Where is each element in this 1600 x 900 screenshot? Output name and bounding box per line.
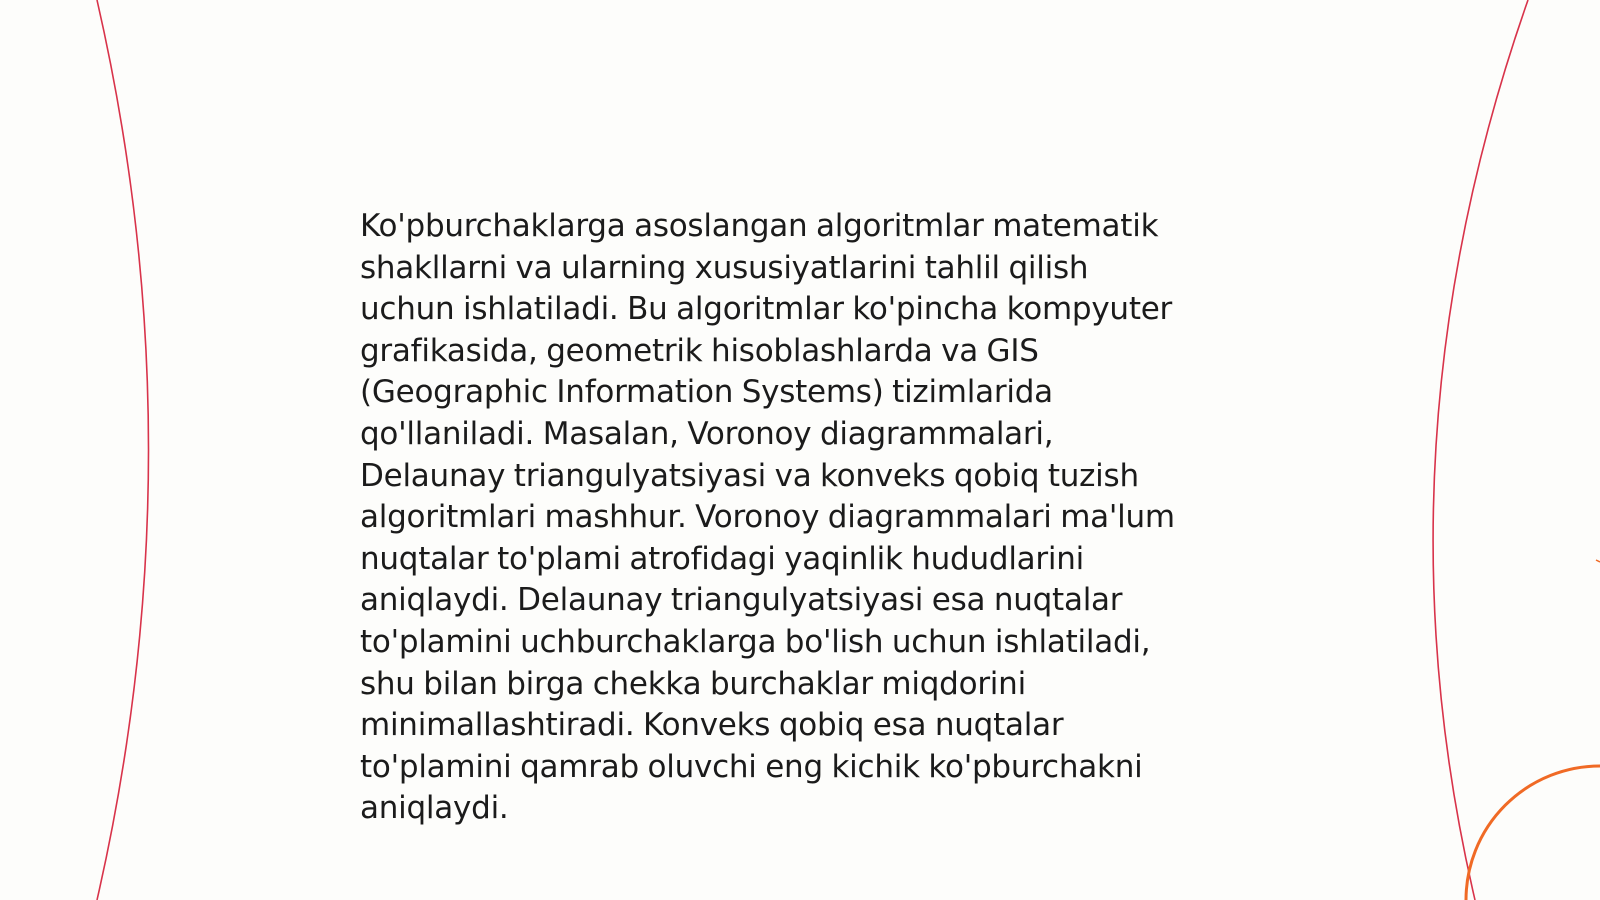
body-line: algoritmlari mashhur. Voronoy diagrammalari ma'lum xyxy=(360,499,1175,536)
body-line: uchun ishlatiladi. Bu algoritmlar ko'pincha kompyuter xyxy=(360,291,1173,328)
body-line: minimallashtiradi. Konveks qobiq esa nuqtalar xyxy=(360,707,1064,744)
body-line: grafikasida, geometrik hisoblashlarda va GIS xyxy=(360,332,1039,369)
body-line: aniqlaydi. Delaunay triangulyatsiyasi esa nuqtalar xyxy=(360,582,1123,619)
orange-circle-outline xyxy=(1466,766,1600,900)
body-line: Delaunay triangulyatsiyasi va konveks qobiq tuzish xyxy=(360,457,1139,494)
left-curve-line xyxy=(97,0,149,900)
body-line: shakllarni va ularning xususiyatlarini tahlil qilish xyxy=(360,249,1089,286)
slide-body-text xyxy=(360,206,1250,830)
right-curve-line xyxy=(1433,0,1528,900)
body-line: qo'llaniladi. Masalan, Voronoy diagrammalari, xyxy=(360,415,1054,452)
right-edge-tick xyxy=(1596,560,1600,562)
body-line: aniqlaydi. xyxy=(360,790,509,827)
body-line: shu bilan birga chekka burchaklar miqdorini xyxy=(360,665,1026,702)
body-line: to'plamini qamrab oluvchi eng kichik ko'pburchakni xyxy=(360,748,1143,785)
body-line: Ko'pburchaklarga asoslangan algoritmlar matematik xyxy=(360,208,1159,244)
body-line: (Geographic Information Systems) tizimlarida xyxy=(360,374,1053,411)
body-line: to'plamini uchburchaklarga bo'lish uchun ishlatiladi, xyxy=(360,623,1151,660)
body-line: nuqtalar to'plami atrofidagi yaqinlik hududlarini xyxy=(360,540,1085,577)
